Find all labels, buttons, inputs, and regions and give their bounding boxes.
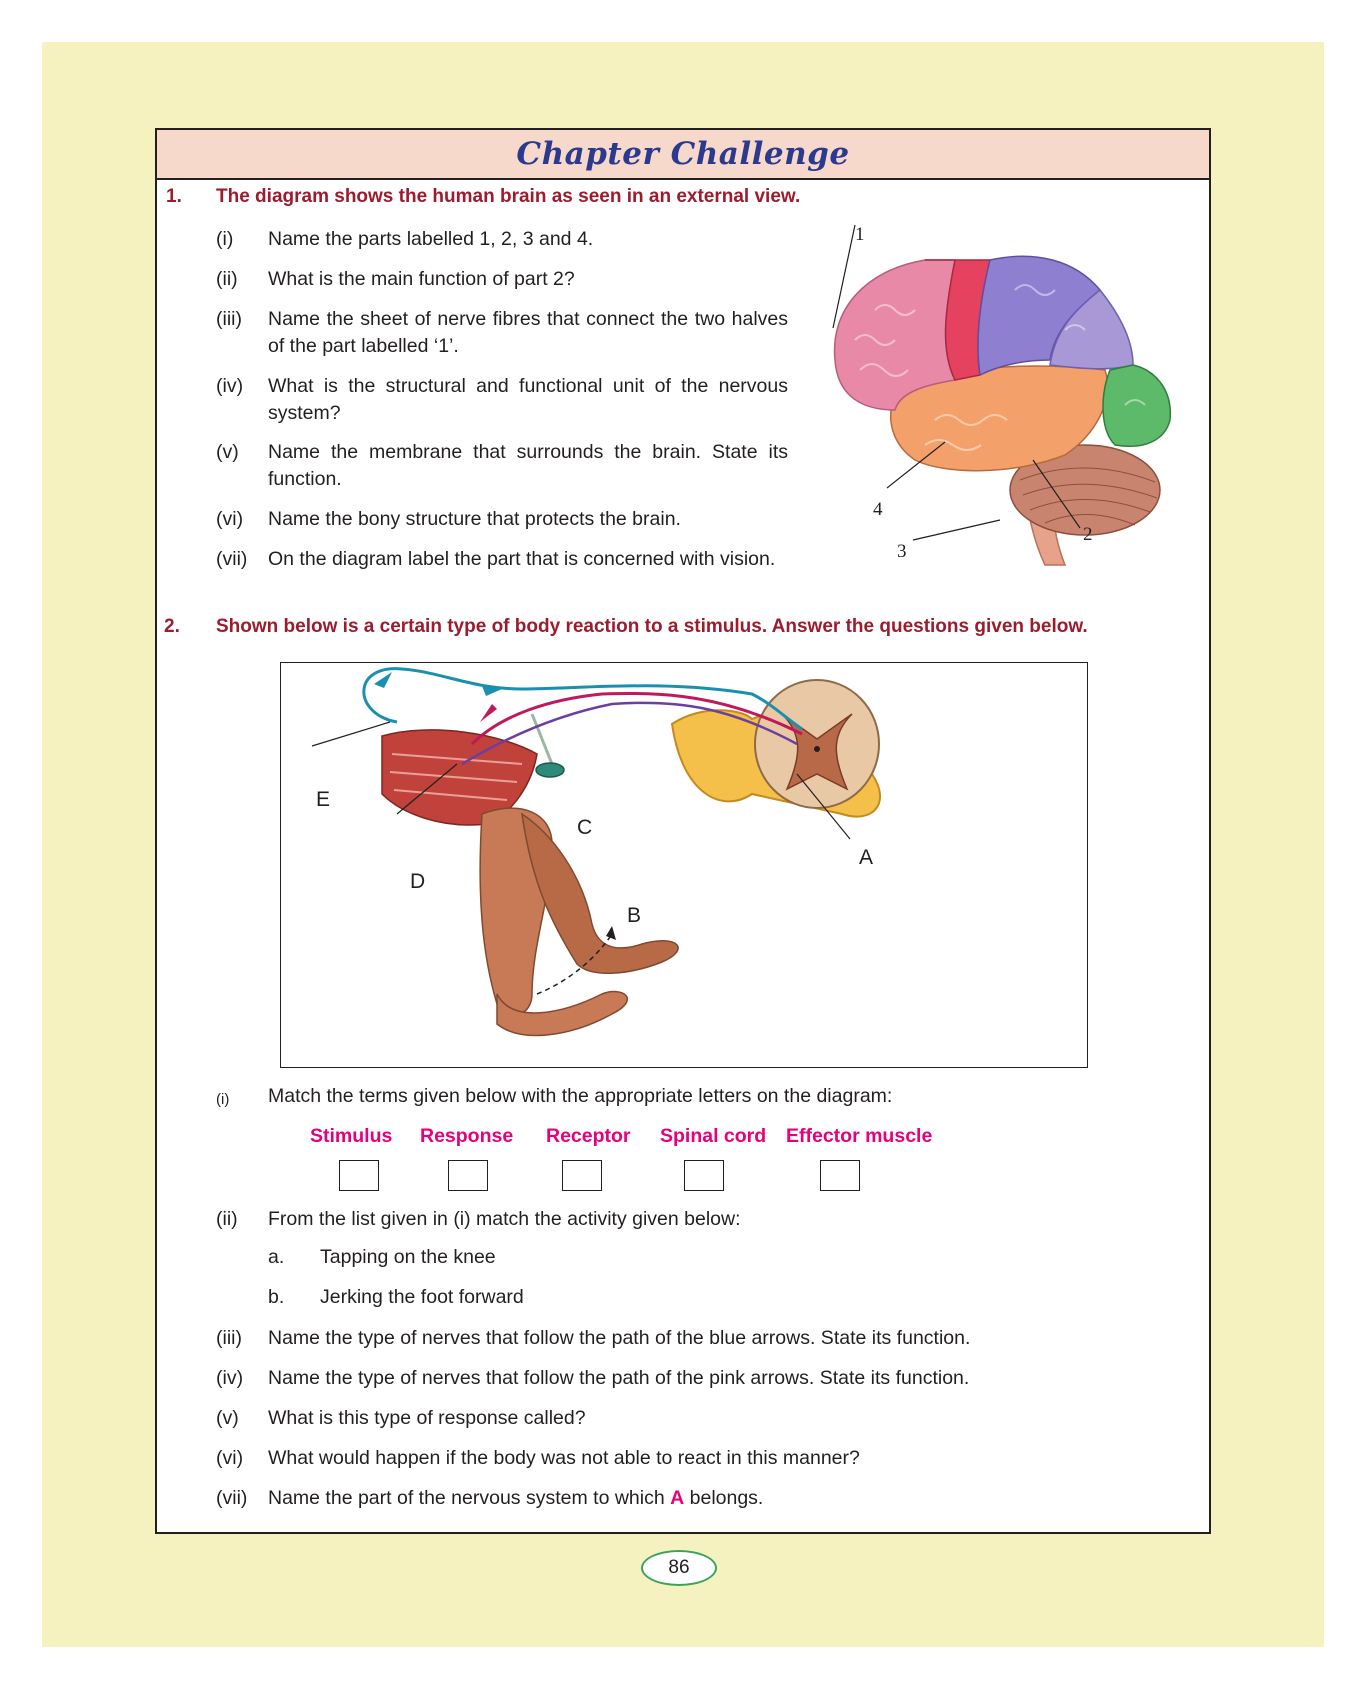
term-response: Response	[420, 1125, 514, 1147]
part-number: (iii)	[216, 1327, 242, 1349]
page-title: Chapter Challenge	[516, 136, 850, 172]
q2-part-iii	[216, 1325, 1156, 1352]
q2-part-iv	[216, 1365, 1156, 1392]
q2-part-vii	[216, 1485, 1156, 1512]
part-number: (vii)	[216, 548, 248, 570]
q1-part-v	[216, 439, 786, 493]
diagram-label-a: A	[859, 846, 874, 869]
part-text: What is the structural and functional unit of the nervous system?	[268, 375, 788, 424]
diagram-label-d: D	[410, 870, 426, 893]
reflex-hammer-head	[536, 763, 564, 777]
page-number: 86	[641, 1550, 717, 1586]
activity-b	[268, 1284, 868, 1311]
brain-label-3: 3	[897, 541, 907, 562]
part-text: Match the terms given below with the appropriate letters on the diagram:	[268, 1085, 893, 1107]
pointer-line-3	[913, 520, 1000, 540]
occipital-lobe	[1103, 365, 1170, 446]
question-number: 1.	[166, 186, 182, 207]
part-text-after: belongs.	[689, 1487, 764, 1509]
highlight-letter-a: A	[670, 1487, 685, 1509]
pink-arrow	[480, 704, 497, 722]
activity-text: Tapping on the knee	[320, 1246, 496, 1268]
pointer-line-e	[312, 722, 390, 746]
part-number: (iv)	[216, 1367, 244, 1389]
brain-label-1: 1	[855, 224, 865, 245]
brain-label-4: 4	[873, 499, 883, 520]
activity-letter: a.	[268, 1246, 285, 1268]
diagram-label-e: E	[316, 788, 331, 811]
question-1-heading	[166, 186, 800, 208]
part-text: Name the sheet of nerve fibres that connect the two halves of the part labelled ‘1’.	[268, 308, 788, 357]
activity-letter: b.	[268, 1286, 285, 1308]
part-text: What is this type of response called?	[268, 1407, 586, 1429]
question-text: Shown below is a certain type of body reaction to a stimulus. Answer the questions given below.	[216, 616, 1088, 637]
frame-header	[157, 130, 1209, 180]
q1-part-vii	[216, 546, 786, 600]
q1-part-ii	[216, 266, 786, 293]
part-text: From the list given in (i) match the activity given below:	[268, 1208, 741, 1230]
part-number: (iv)	[216, 375, 244, 397]
reflex-arc-diagram	[282, 664, 1086, 1066]
part-number: (i)	[216, 228, 234, 250]
part-number: (v)	[216, 441, 239, 463]
answer-box-effector-muscle[interactable]	[820, 1160, 860, 1191]
part-number: (vi)	[216, 508, 244, 530]
part-text	[268, 1485, 1148, 1512]
activity-a	[268, 1244, 868, 1271]
part-number: (vi)	[216, 1447, 244, 1469]
part-number: (iii)	[216, 308, 242, 330]
part-text: On the diagram label the part that is concerned with vision.	[268, 548, 776, 570]
part-text: Name the parts labelled 1, 2, 3 and 4.	[268, 228, 594, 250]
answer-box-stimulus[interactable]	[339, 1160, 379, 1191]
diagram-label-b: B	[627, 904, 642, 927]
term-stimulus: Stimulus	[310, 1125, 393, 1147]
part-number: (i)	[216, 1091, 230, 1108]
answer-box-response[interactable]	[448, 1160, 488, 1191]
motion-arrow-head	[606, 926, 616, 940]
part-text: Name the bony structure that protects the brain.	[268, 508, 681, 530]
q1-part-iii	[216, 306, 786, 360]
part-number: (v)	[216, 1407, 239, 1429]
term-effector-muscle: Effector muscle	[786, 1125, 933, 1147]
answer-box-spinal-cord[interactable]	[684, 1160, 724, 1191]
term-spinal-cord: Spinal cord	[660, 1125, 767, 1147]
part-text: Name the membrane that surrounds the brain. State its function.	[268, 441, 788, 490]
answer-box-receptor[interactable]	[562, 1160, 602, 1191]
question-text: The diagram shows the human brain as seen in an external view.	[216, 186, 801, 207]
question-number: 2.	[164, 616, 180, 637]
brain-label-2: 2	[1083, 524, 1093, 545]
diagram-label-c: C	[577, 816, 593, 839]
q2-part-v	[216, 1405, 1156, 1432]
blue-arrow-1	[374, 672, 392, 688]
q1-part-vi	[216, 506, 786, 533]
part-text: What would happen if the body was not able to react in this manner?	[268, 1447, 860, 1469]
q2-part-i	[216, 1083, 1116, 1110]
q2-part-ii	[216, 1206, 1116, 1233]
brain-diagram	[815, 220, 1185, 595]
part-text: What is the main function of part 2?	[268, 268, 575, 290]
activity-text: Jerking the foot forward	[320, 1286, 524, 1308]
part-number: (vii)	[216, 1487, 248, 1509]
q2-part-vi	[216, 1445, 1156, 1472]
part-number: (ii)	[216, 268, 238, 290]
part-text: Name the type of nerves that follow the path of the pink arrows. State its function.	[268, 1367, 970, 1389]
raised-leg	[522, 814, 678, 973]
part-number: (ii)	[216, 1208, 238, 1230]
central-canal	[814, 746, 820, 752]
question-2-heading	[164, 616, 1204, 638]
term-receptor: Receptor	[546, 1125, 631, 1147]
part-text-before: Name the part of the nervous system to which	[268, 1487, 665, 1509]
q1-part-iv	[216, 373, 786, 427]
part-text: Name the type of nerves that follow the path of the blue arrows. State its function.	[268, 1327, 971, 1349]
q1-part-i	[216, 226, 786, 253]
